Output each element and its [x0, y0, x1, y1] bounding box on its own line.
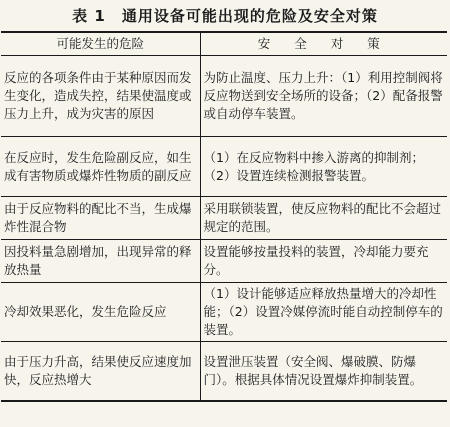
- table-row: [1, 197, 447, 240]
- measure-cell: 采用联锁装置，使反应物料的配比不会超过规定的范围。: [200, 197, 447, 240]
- measure-cell: 设置能够按量投料的装置，冷却能力要充分。: [200, 240, 447, 283]
- table-title: 通用设备可能出现的危险及安全对策: [121, 6, 378, 25]
- measure-cell: （1）在反应物料中掺入游离的抑制剂；（2）设置连续检测报警装置。: [200, 137, 447, 197]
- column-header-hazard: 可能发生的危险: [1, 32, 200, 56]
- measure-cell: 为防止温度、压力上升：（1）利用控制阀将反应物送到安全场所的设备；（2）配备报警或自动停车装置。: [200, 56, 447, 137]
- hazard-cell: 因投料量急剧增加，出现异常的释放热量: [1, 240, 200, 283]
- table-number: 表 1: [72, 6, 106, 25]
- hazard-cell: 由于反应物料的配比不当，生成爆炸性混合物: [1, 197, 200, 240]
- hazard-cell: 冷却效果恶化，发生危险反应: [1, 283, 200, 342]
- table-row: [1, 342, 447, 402]
- hazard-measure-table: [1, 31, 447, 402]
- hazard-cell: 由于压力升高，结果使反应速度加快，反应热增大: [1, 342, 200, 402]
- measure-cell: 设置泄压装置（安全阀、爆破膜、防爆门）。根据具体情况设置爆炸抑制装置。: [200, 342, 447, 402]
- table-caption: [0, 0, 450, 30]
- hazard-cell: 在反应时，发生危险副反应，如生成有害物质或爆炸性物质的副反应: [1, 137, 200, 197]
- table-row: [1, 137, 447, 197]
- table-row: [1, 240, 447, 283]
- hazard-cell: 反应的各项条件由于某种原因而发生变化，造成失控，结果使温度或压力上升，成为灾害的原因: [1, 56, 200, 137]
- table-row: [1, 283, 447, 342]
- column-header-measure: 安 全 对 策: [200, 32, 447, 56]
- table-row: [1, 56, 447, 137]
- measure-cell: （1）设计能够适应释放热量增大的冷却性能；（2）设置冷媒停流时能自动控制停车的装置。: [200, 283, 447, 342]
- table-header-row: [1, 32, 447, 56]
